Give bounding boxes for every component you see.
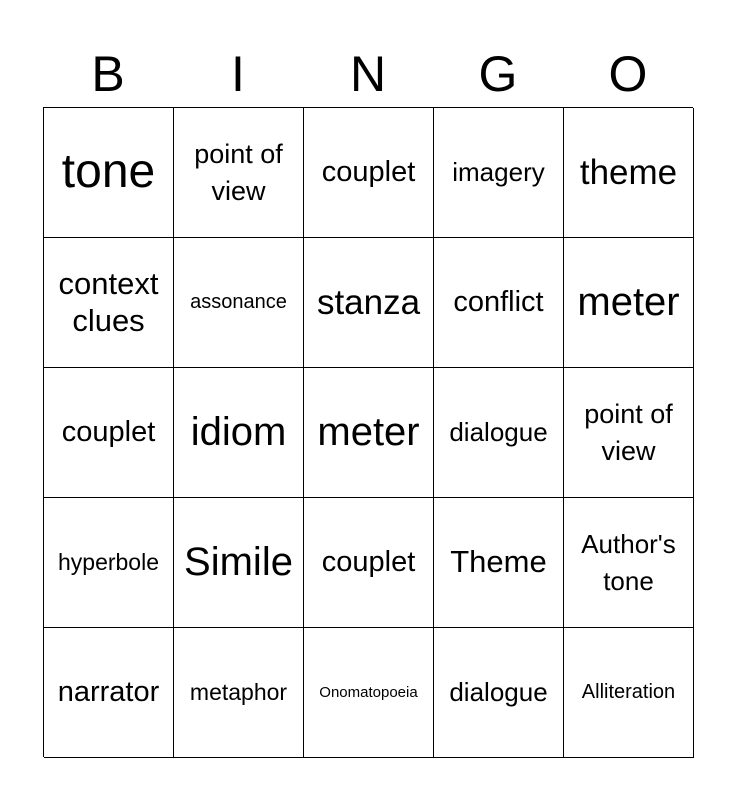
- cell-label: Theme: [450, 544, 547, 580]
- cell-label: couplet: [61, 416, 156, 449]
- bingo-cell-r1c4[interactable]: [434, 108, 564, 238]
- bingo-cell-r4c2[interactable]: [174, 498, 304, 628]
- cell-label: conflict: [453, 286, 544, 319]
- header-letter-g: G: [478, 46, 518, 102]
- cell-label: tone: [61, 145, 156, 199]
- bingo-cell-r4c4[interactable]: [434, 498, 564, 628]
- cell-label: meter: [577, 279, 680, 324]
- bingo-cell-r1c5[interactable]: [564, 108, 694, 238]
- bingo-cell-r4c1[interactable]: [44, 498, 174, 628]
- cell-label: Onomatopoeia: [319, 683, 418, 701]
- bingo-cell-r3c3[interactable]: [304, 368, 434, 498]
- bingo-cell-r2c4[interactable]: [434, 238, 564, 368]
- bingo-cell-r5c3[interactable]: [304, 628, 434, 758]
- bingo-cell-r4c5[interactable]: [564, 498, 694, 628]
- header-letter-i: I: [231, 46, 245, 102]
- header-letter-b: B: [91, 46, 125, 102]
- cell-label: point of view: [584, 399, 673, 466]
- bingo-cell-r1c2[interactable]: [174, 108, 304, 238]
- bingo-cell-r3c4[interactable]: [434, 368, 564, 498]
- cell-label: stanza: [316, 282, 421, 322]
- cell-label: hyperbole: [57, 548, 160, 575]
- bingo-cell-r4c3[interactable]: [304, 498, 434, 628]
- bingo-cell-r2c5[interactable]: [564, 238, 694, 368]
- bingo-cell-r5c5[interactable]: [564, 628, 694, 758]
- cell-label: Simile: [184, 539, 293, 584]
- cell-label: meter: [317, 409, 420, 454]
- cell-label: theme: [579, 152, 678, 192]
- cell-label: dialogue: [449, 417, 548, 448]
- cell-label: narrator: [57, 676, 160, 709]
- bingo-cell-r5c2[interactable]: [174, 628, 304, 758]
- cell-label: point of view: [194, 139, 283, 206]
- header-letter-n: N: [349, 46, 387, 102]
- bingo-cell-r1c1[interactable]: [44, 108, 174, 238]
- cell-label: assonance: [190, 290, 287, 313]
- cell-label: dialogue: [449, 677, 548, 708]
- cell-label: Author's tone: [581, 529, 676, 596]
- bingo-cell-r1c3[interactable]: [304, 108, 434, 238]
- bingo-cell-r5c1[interactable]: [44, 628, 174, 758]
- cell-label: metaphor: [189, 678, 288, 705]
- bingo-cell-r3c2[interactable]: [174, 368, 304, 498]
- cell-label: imagery: [452, 157, 545, 188]
- bingo-cell-r3c5[interactable]: [564, 368, 694, 498]
- bingo-board: [43, 107, 693, 757]
- cell-label: context clues: [58, 265, 159, 338]
- bingo-header: [43, 44, 693, 104]
- cell-label: Alliteration: [581, 680, 676, 703]
- cell-label: idiom: [190, 409, 287, 454]
- cell-label: couplet: [321, 156, 416, 189]
- bingo-cell-r2c1[interactable]: [44, 238, 174, 368]
- cell-label: couplet: [321, 546, 416, 579]
- bingo-cell-r2c2[interactable]: [174, 238, 304, 368]
- header-letter-o: O: [608, 46, 648, 102]
- bingo-cell-r3c1[interactable]: [44, 368, 174, 498]
- bingo-cell-r5c4[interactable]: [434, 628, 564, 758]
- bingo-cell-r2c3[interactable]: [304, 238, 434, 368]
